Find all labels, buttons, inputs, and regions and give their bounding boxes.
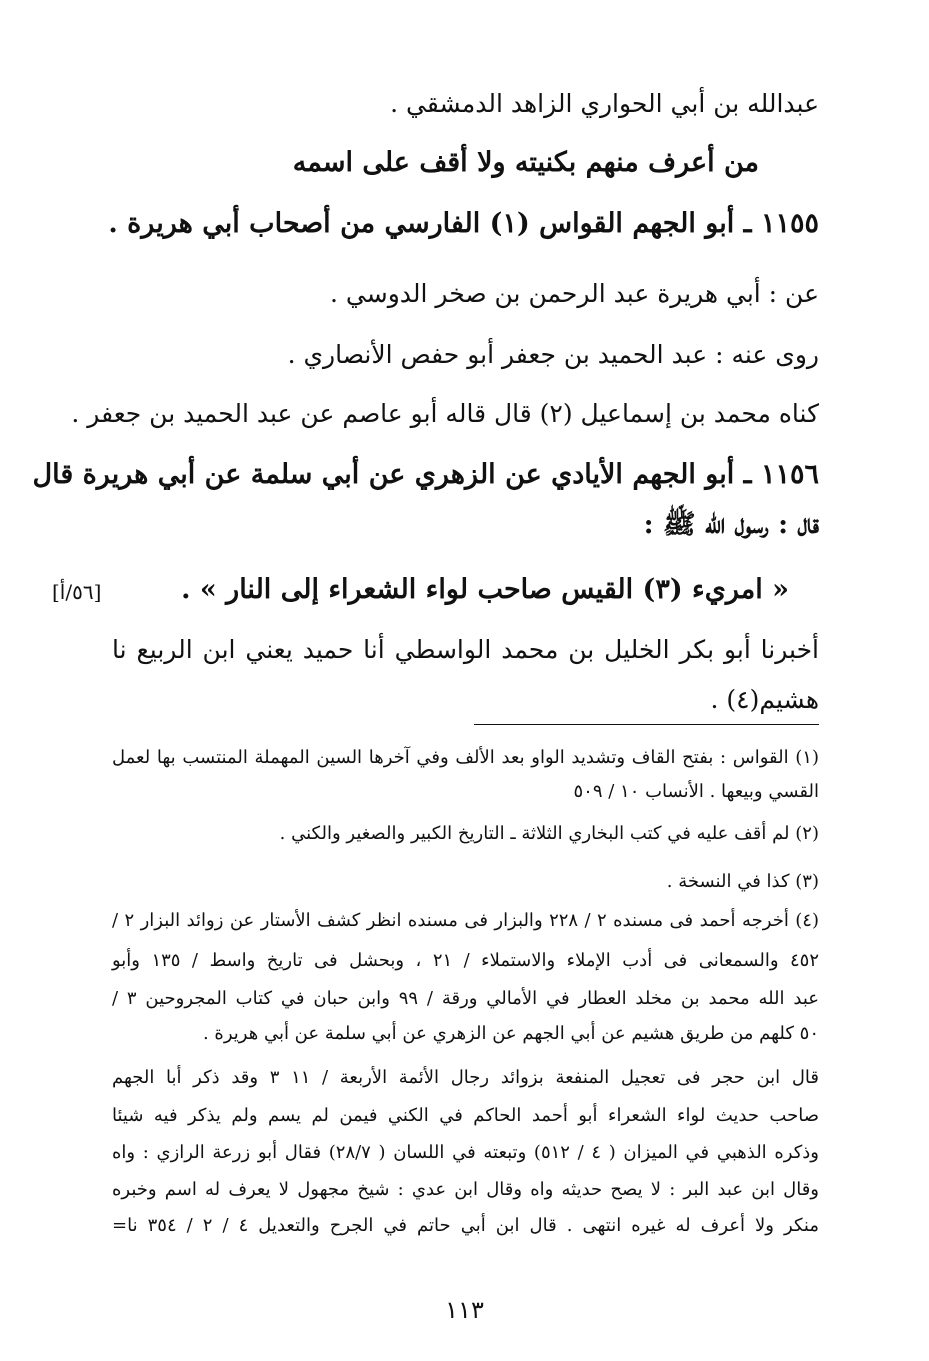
- footnote-3: (٣) كذا في النسخة .: [666, 871, 819, 892]
- footnote-1-line-2: القسي وبيعها . الأنساب ١٠ / ٥٠٩: [573, 781, 819, 802]
- footnote-4-line-5: قال ابن حجر فى تعجيل المنفعة بزوائد رجال الأئمة الأربعة / ١١ ٣ وقد ذكر أبا الجهم: [112, 1067, 819, 1088]
- entry-1156-line-2: قال : رسول الله ﷺ :: [643, 509, 819, 540]
- section-heading: من أعرف منهم بكنيته ولا أقف على اسمه: [292, 147, 759, 178]
- entry-1156-line-1: ١١٥٦ ـ أبو الجهم الأيادي عن الزهري عن أبي سلمة عن أبي هريرة قال: [32, 459, 819, 490]
- isnad-line-2: هشيم(٤) .: [710, 685, 819, 714]
- footnote-4-line-6: صاحب حديث لواء الشعراء أبو أحمد الحاكم في الكني فيمن لم يسم ولم يذكر فيه شيئا: [112, 1105, 819, 1126]
- footnote-separator: [474, 724, 819, 725]
- entry-1155-an: عن : أبي هريرة عبد الرحمن بن صخر الدوسي .: [330, 279, 819, 308]
- entry-1155-rawa: روى عنه : عبد الحميد بن جعفر أبو حفص الأنصاري .: [287, 340, 819, 369]
- footnote-4-line-2: ٤٥٢ والسمعانى فى أدب الإملاء والاستملاء / ٢١ ، وبحشل فى تاريخ واسط / ١٣٥ وأبو: [112, 950, 820, 971]
- footnote-4-line-8: وقال ابن عبد البر : لا يصح حديثه واه وقال ابن عدي : شيخ مجهول لا يعرف له اسم وخبره: [112, 1179, 819, 1200]
- footnote-4-line-4: ٥٠ كلهم من طريق هشيم عن أبي الجهم عن الزهري عن أبي سلمة عن أبي هريرة .: [202, 1023, 819, 1044]
- footnote-2: (٢) لم أقف عليه في كتب البخاري الثلاثة ـ التاريخ الكبير والصغير والكني .: [279, 823, 819, 844]
- footnote-1-line-1: (١) القواس : بفتح القاف وتشديد الواو بعد الألف وفي آخرها السين المهملة المنتسب بها لعمل: [112, 747, 819, 768]
- hadith-text: « امريء (٣) القيس صاحب لواء الشعراء إلى النار » .: [181, 574, 789, 605]
- isnad-line-1: أخبرنا أبو بكر الخليل بن محمد الواسطي أنا حميد يعني ابن الربيع نا: [112, 635, 819, 664]
- page-number: ١١٣: [445, 1296, 484, 1324]
- footnote-4-line-9: منكر ولا أعرف له غيره انتهى . قال ابن أبي حاتم في الجرح والتعديل ٤ / ٢ / ٣٥٤ نا=: [112, 1215, 819, 1236]
- body-line-1: عبدالله بن أبي الحواري الزاهد الدمشقي .: [390, 89, 819, 118]
- footnote-4-line-7: وذكره الذهبي في الميزان ( ٤ / ٥١٢) وتبعته في اللسان ( ٢٨/٧) فقال أبو زرعة الرازي : واه: [112, 1142, 819, 1163]
- footnote-4-line-1: (٤) أخرجه أحمد فى مسنده ٢ / ٢٢٨ والبزار فى مسنده انظر كشف الأستار عن زوائد البزار ٢ /: [112, 910, 819, 931]
- entry-1155-title: ١١٥٥ ـ أبو الجهم القواس (١) الفارسي من أصحاب أبي هريرة .: [108, 208, 819, 239]
- entry-1155-kunya: كناه محمد بن إسماعيل (٢) قال قاله أبو عاصم عن عبد الحميد بن جعفر .: [71, 399, 819, 428]
- footnote-4-line-3: عبد الله محمد بن مخلد العطار في الأمالي ورقة / ٩٩ وابن حبان في كتاب المجروحين ٣ /: [112, 988, 819, 1009]
- manuscript-folio-note: [٥٦/أ]: [52, 580, 102, 604]
